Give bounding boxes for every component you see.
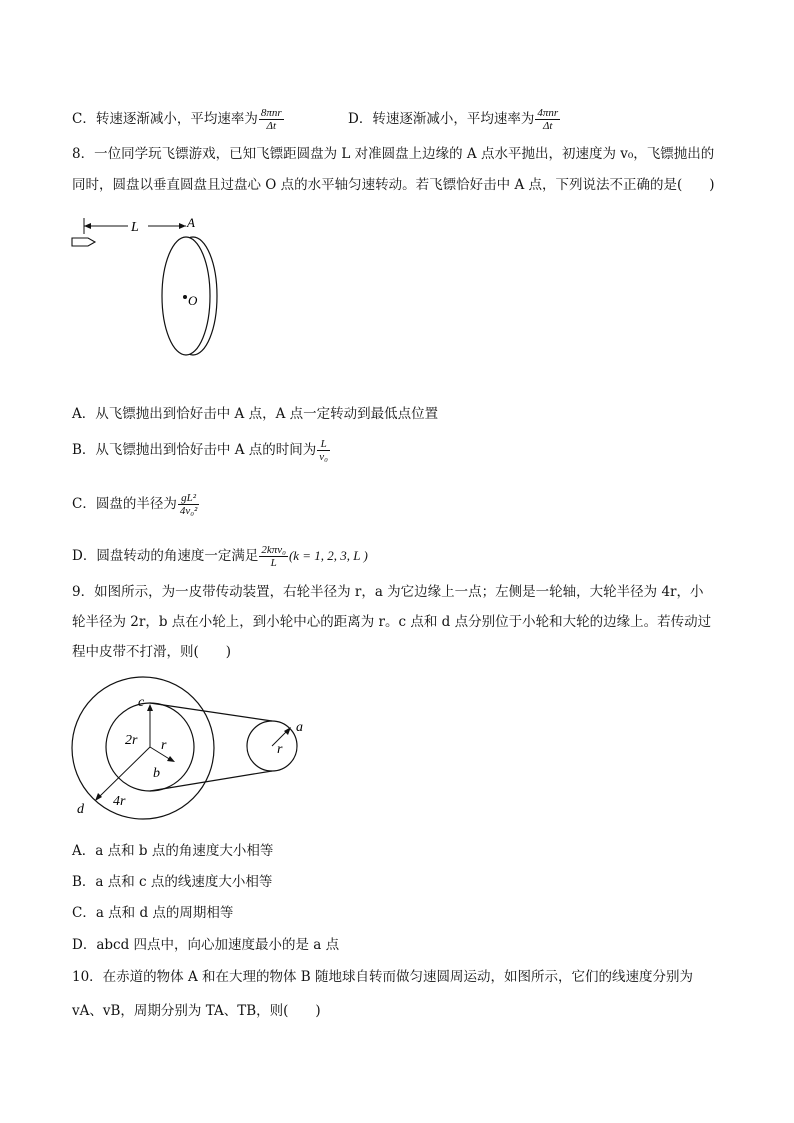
q8-option-b-fraction: $\frac{L}{\text{v₀}}$: [319, 438, 328, 463]
q8-option-b: B．从飞镖抛出到恰好击中 A 点的时间为 $\frac{L}{\text{v₀}}$: [72, 438, 328, 463]
q8-disc-center: [183, 295, 187, 299]
q9-label-d: d: [77, 802, 84, 817]
q9-option-a: A．a 点和 b 点的角速度大小相等: [72, 843, 274, 859]
q9-belt-bottom: [150, 771, 272, 791]
q9-label-r-right: r: [277, 742, 283, 757]
q9-stem-line2: 轮半径为 2r，b 点在小轮上，到小轮中心的距离为 r。c 点和 d 点分别位于小轮和大轮的边缘上。若传动过: [72, 614, 712, 630]
q9-label-4r: 4r: [113, 794, 126, 809]
q9-option-c: C．a 点和 d 点的周期相等: [72, 905, 234, 921]
q8-option-d-fraction: $\frac{\text{2kπv₀}}{L}$: [261, 544, 286, 569]
dart-icon: [72, 238, 95, 246]
q9-belt-top: [150, 703, 272, 721]
q8-stem-line1: 8．一位同学玩飞镖游戏，已知飞镖距圆盘为 L 对准圆盘上边缘的 A 点水平抛出，初速度为 v₀，飞镖抛出的: [72, 146, 715, 162]
q8-label-L: L: [131, 220, 139, 235]
q9-label-b: b: [153, 766, 160, 781]
q8-label-O: O: [188, 293, 198, 308]
q9-belt-figure: [68, 672, 318, 822]
q7-option-c: C．转速逐渐减小，平均速率为 $\frac{\text{8πnr}}{\Delta t}$: [72, 107, 282, 132]
q9-option-b: B．a 点和 c 点的线速度大小相等: [72, 874, 273, 890]
q8-option-a: A．从飞镖抛出到恰好击中 A 点，A 点一定转动到最低点位置: [72, 406, 439, 422]
q8-option-d: D．圆盘转动的角速度一定满足 $\frac{\text{2kπv₀}}{L}$ (k = 1, 2, 3, L ): [72, 544, 368, 569]
q8-option-c-fraction: $\frac{\text{gL²}}{\text{4v₀²}}$: [179, 492, 198, 517]
q8-label-A: A: [187, 215, 195, 230]
q9-option-d: D．abcd 四点中，向心加速度最小的是 a 点: [72, 937, 340, 953]
q8-stem-line2: 同时，圆盘以垂直圆盘且过盘心 O 点的水平轴匀速转动。若飞镖恰好击中 A 点，下列说法不正确的是( ): [72, 177, 715, 193]
q10-stem-line1: 10．在赤道的物体 A 和在大理的物体 B 随地球自转而做匀速圆周运动，如图所示，它们的线速度分别为: [72, 969, 694, 985]
q10-stem-line2: vA、vB，周期分别为 TA、TB，则( ): [72, 1003, 321, 1019]
q8-option-c: C．圆盘的半径为 $\frac{\text{gL²}}{\text{4v₀²}}$: [72, 492, 198, 517]
q9-label-a: a: [296, 720, 303, 735]
q9-stem-line1: 9．如图所示，为一皮带传动装置，右轮半径为 r，a 为它边缘上一点；左侧是一轮轴，大轮半径为 4r，小: [72, 584, 704, 600]
q9-label-r-small: r: [161, 738, 167, 753]
q7-option-d-fraction: $\frac{\text{4πnr}}{\Delta t}$: [537, 107, 559, 132]
q9-label-c: c: [138, 695, 145, 710]
q9-label-2r: 2r: [125, 733, 138, 748]
q9-stem-line3: 程中皮带不打滑，则( ): [72, 644, 232, 660]
q7-option-d: D．转速逐渐减小，平均速率为 $\frac{\text{4πnr}}{\Delta t}$: [348, 107, 559, 132]
q8-dart-disc-figure: [68, 212, 228, 360]
q7-option-c-fraction: $\frac{\text{8πnr}}{\Delta t}$: [260, 107, 282, 132]
